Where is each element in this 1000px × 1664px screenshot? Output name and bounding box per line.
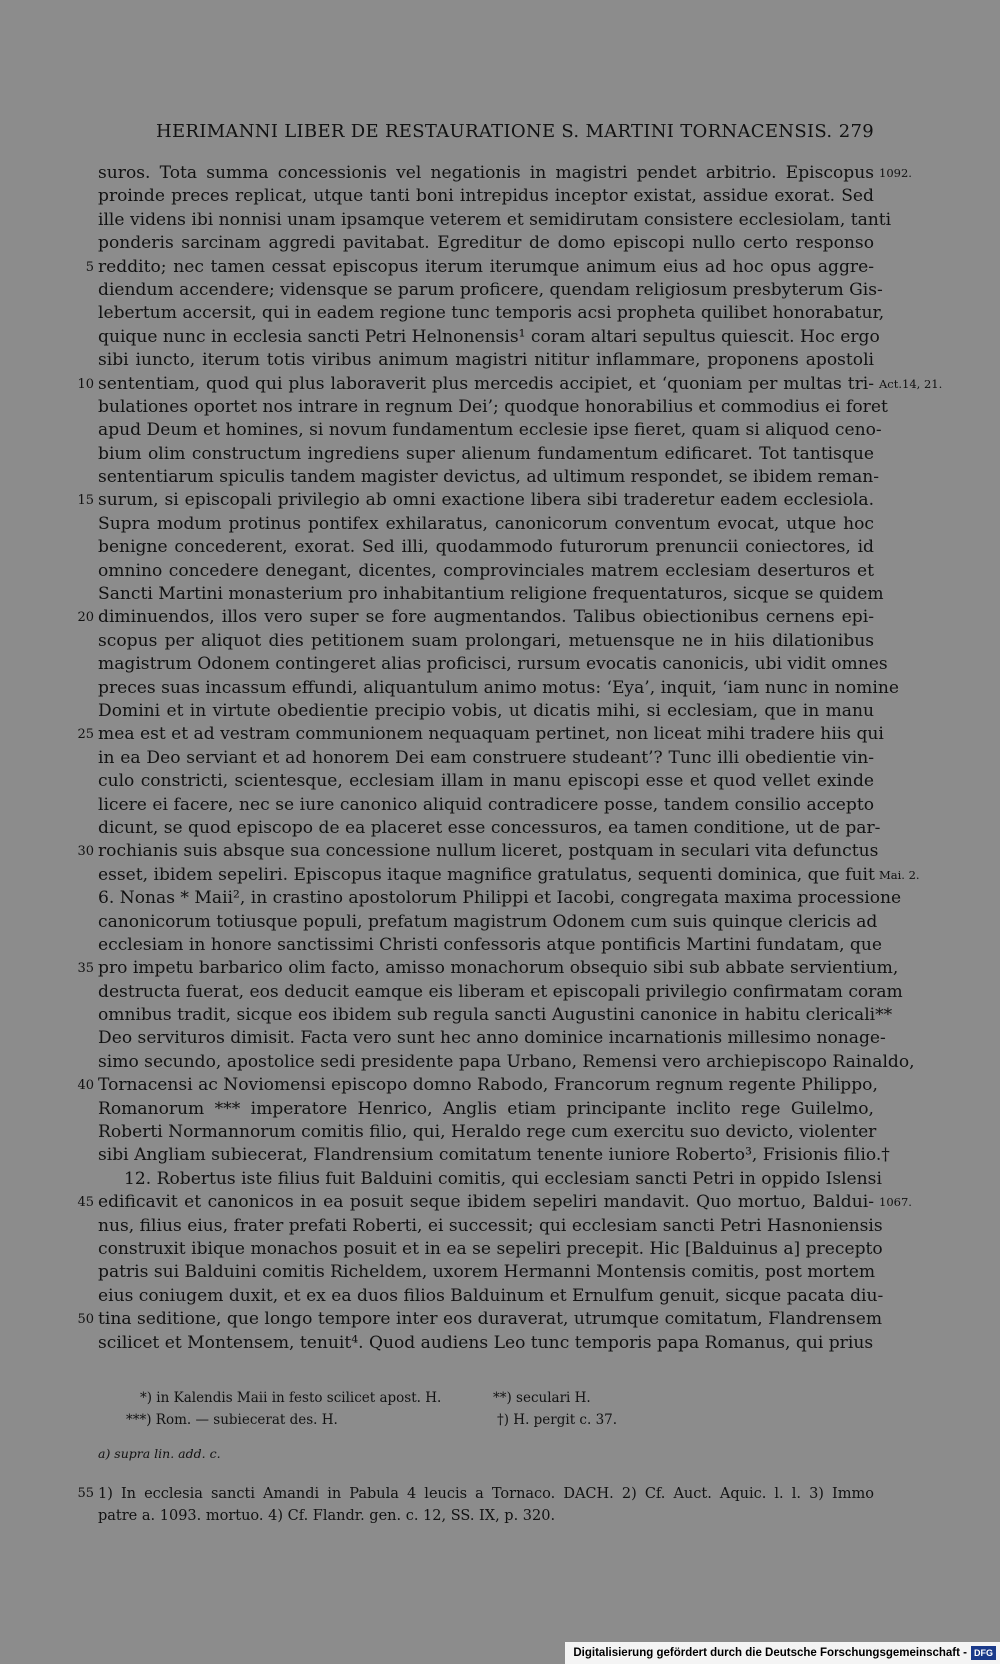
line-text: simo secundo, apostolice sedi presidente papa Urbano, Remensi vero archiepiscopo Rainaldo, xyxy=(98,1051,915,1072)
critical-apparatus xyxy=(98,1387,874,1431)
text-line xyxy=(98,747,874,770)
line-text: edificavit et canonicos in ea posuit seque ibidem sepeliri mandavit. Quo mortuo, Baldui- xyxy=(98,1192,874,1213)
text-line xyxy=(77,1074,878,1097)
line-text: in ea Deo serviant et ad honorem Dei eam construere studeant’? Tunc illi obedientie vin- xyxy=(98,747,874,768)
footnote-a: a) supra lin. add. c. xyxy=(98,1446,221,1461)
text-line xyxy=(98,162,912,185)
text-line xyxy=(77,840,879,863)
text-line xyxy=(77,723,884,746)
text-line xyxy=(98,700,874,723)
text-line xyxy=(98,1261,874,1284)
footnote-line xyxy=(98,1505,874,1527)
text-line xyxy=(98,1004,893,1027)
line-text: mea est et ad vestram communionem nequaquam pertinet, non liceat mihi tradere hiis qui xyxy=(98,724,884,745)
text-line xyxy=(98,1215,883,1238)
running-title: HERIMANNI LIBER DE RESTAURATIONE S. MARTINI TORNACENSIS. xyxy=(156,121,833,142)
line-text: Roberti Normannorum comitis filio, qui, Heraldo rege cum exercitu suo devicto, violenter xyxy=(98,1122,877,1143)
page-number: 279 xyxy=(838,121,874,142)
text-line xyxy=(77,957,899,980)
line-text: reddito; nec tamen cessat episcopus iterum iterumque animum eius ad hoc opus aggre- xyxy=(98,256,874,277)
line-text: pro impetu barbarico olim facto, amisso monachorum obsequio sibi sub abbate servientium, xyxy=(98,958,899,979)
line-text: nus, filius eius, frater prefati Roberti, ei successit; qui ecclesiam sancti Petri Hasnoniensis xyxy=(98,1215,883,1236)
text-line xyxy=(98,1144,890,1167)
margin-note: Mai. 2. xyxy=(879,867,920,882)
text-line xyxy=(98,1332,874,1355)
text-line xyxy=(98,817,881,840)
footer-credit[interactable] xyxy=(565,1642,1000,1664)
main-text xyxy=(77,162,943,1355)
line-number: 40 xyxy=(77,1078,94,1094)
text-line xyxy=(98,1238,883,1261)
line-text: licere ei facere, nec se iure canonico aliquid contradicere posse, tandem consilio accepto xyxy=(98,794,874,815)
text-line xyxy=(98,536,874,559)
text-line xyxy=(77,373,943,396)
text-line xyxy=(98,1098,874,1121)
line-text: magistrum Odonem contingeret alias proficisci, rursum evocatis canonicis, ubi vidit omnes xyxy=(98,654,888,675)
line-text: diminuendos, illos vero super se fore augmentandos. Talibus obiectionibus cernens epi- xyxy=(98,607,874,628)
text-line xyxy=(98,443,874,466)
line-text: preces suas incassum effundi, aliquantulum animo motus: ‘Eya’, inquit, ‘iam nunc in nomine xyxy=(98,677,899,698)
text-line xyxy=(98,770,874,793)
line-text: 12. Robertus iste filius fuit Balduini comitis, qui ecclesiam sancti Petri in oppido Islensi xyxy=(124,1168,882,1189)
line-text: patris sui Balduini comitis Richeldem, uxorem Hermanni Montensis comitis, post mortem xyxy=(98,1262,876,1283)
text-line xyxy=(98,981,903,1004)
text-line xyxy=(98,630,874,653)
footnote-line xyxy=(77,1483,874,1505)
text-line xyxy=(77,1308,883,1331)
line-number: 30 xyxy=(77,844,94,860)
line-number: 35 xyxy=(77,961,94,977)
footnote-star-4: †) H. pergit c. 37. xyxy=(497,1412,618,1428)
line-text: diendum accendere; vidensque se parum proficere, quendam religiosum presbyterum Gis- xyxy=(98,279,883,300)
text-line xyxy=(77,489,874,512)
line-number: 55 xyxy=(77,1486,94,1501)
footer-credit-text: Digitalisierung gefördert durch die Deutsche Forschungsgemeinschaft - xyxy=(573,1647,967,1659)
line-text: lebertum accersit, qui in eadem regione tunc temporis acsi propheta quilibet honorabatur, xyxy=(98,303,885,324)
text-line xyxy=(98,209,892,232)
line-text: surum, si episcopali privilegio ab omni exactione libera sibi traderetur eadem ecclesiola. xyxy=(98,490,874,511)
line-text: ecclesiam in honore sanctissimi Christi confessoris atque pontificis Martini fundatam, que xyxy=(98,934,883,955)
line-text: sententiam, quod qui plus laboraverit plus mercedis accipiet, et ‘quoniam per multas tri- xyxy=(98,373,874,394)
footnote-star-3: ***) Rom. — subiecerat des. H. xyxy=(126,1412,338,1428)
line-text: culo constricti, scientesque, ecclesiam illam in manu episcopi esse et quod vellet exinde xyxy=(98,771,874,792)
line-text: rochianis suis absque sua concessione nullum liceret, postquam in seculari vita defunctus xyxy=(98,841,879,862)
text-line xyxy=(98,934,883,957)
line-text: Supra modum protinus pontifex exhilaratus, canonicorum conventum evocat, utque hoc xyxy=(98,513,874,534)
line-text: omnino concedere denegant, dicentes, comprovinciales matrem ecclesiam deserturos et xyxy=(98,560,874,581)
text-line xyxy=(98,1285,884,1308)
line-text: tina seditione, que longo tempore inter eos duraverat, utrumque comitatum, Flandrensem xyxy=(98,1309,883,1330)
text-line xyxy=(98,911,878,934)
line-text: bulationes oportet nos intrare in regnum Dei’; quodque honorabilius et commodius ei foret xyxy=(98,396,888,417)
footnote-star-2: **) seculari H. xyxy=(493,1390,591,1406)
line-text: Romanorum *** imperatore Henrico, Anglis etiam principante inclito rege Guilelmo, xyxy=(98,1098,874,1119)
line-text: sibi Angliam subiecerat, Flandrensium comitatum tenente iuniore Roberto³, Frisionis filio.† xyxy=(98,1145,890,1166)
line-text: canonicorum totiusque populi, prefatum magistrum Odonem cum suis quinque clericis ad xyxy=(98,911,878,932)
line-text: ille videns ibi nonnisi unam ipsamque veterem et semidirutam consistere ecclesiolam, tanti xyxy=(98,209,892,230)
text-line xyxy=(98,349,874,372)
text-line xyxy=(98,864,920,887)
line-text: sibi iuncto, iterum totis viribus animum magistri nititur inflammare, proponens apostoli xyxy=(98,350,874,371)
text-line xyxy=(98,1027,886,1050)
line-text: 6. Nonas * Maii², in crastino apostolorum Philippi et Iacobi, congregata maxima processione xyxy=(98,888,902,909)
line-text: quique nunc in ecclesia sancti Petri Helnonensis¹ coram altari sepultus quiescit. Hoc ergo xyxy=(98,326,880,347)
line-number: 15 xyxy=(77,493,94,509)
line-text: scilicet et Montensem, tenuit⁴. Quod audiens Leo tunc temporis papa Romanus, qui prius xyxy=(98,1332,874,1353)
dfg-logo: DFG xyxy=(971,1646,996,1660)
line-text: benigne concederent, exorat. Sed illi, quodammodo futurorum prenuncii coniectores, id xyxy=(98,537,874,558)
line-text: Domini et in virtute obedientie precipio vobis, ut dicatis mihi, si ecclesiam, que in manu xyxy=(98,700,874,721)
line-text: suros. Tota summa concessionis vel negationis in magistri pendet arbitrio. Episcopus xyxy=(98,163,874,183)
line-text: construxit ibique monachos posuit et in ea se sepeliri precepit. Hic [Balduinus a] precepto xyxy=(98,1238,883,1259)
line-number: 50 xyxy=(77,1312,94,1328)
line-text: ponderis sarcinam aggredi pavitabat. Egreditur de domo episcopi nullo certo responso xyxy=(98,233,874,254)
text-line xyxy=(98,653,888,676)
line-number: 5 xyxy=(85,259,94,275)
text-line xyxy=(98,302,885,325)
line-number: 45 xyxy=(77,1195,94,1211)
text-line xyxy=(98,1051,915,1074)
margin-note: 1092. xyxy=(879,166,912,180)
line-text: destructa fuerat, eos deducit eamque eis liberam et episcopali privilegio confirmatam coram xyxy=(98,981,903,1002)
line-text: scopus per aliquot dies petitionem suam prolongari, metuensque ne in hiis dilationibus xyxy=(98,630,874,651)
text-line xyxy=(98,1168,882,1191)
line-number: 20 xyxy=(77,610,94,626)
line-text: sententiarum spiculis tandem magister devictus, ad ultimum respondet, se ibidem reman- xyxy=(98,467,880,488)
source-footnotes xyxy=(77,1483,874,1527)
text-line xyxy=(98,560,874,583)
line-text: Deo servituros dimisit. Facta vero sunt hec anno dominice incarnationis millesimo nonage- xyxy=(98,1028,886,1049)
footnote-star-1: *) in Kalendis Maii in festo scilicet apost. H. xyxy=(140,1390,442,1406)
text-line xyxy=(98,396,888,419)
line-text: bium olim constructum ingrediens super alienum fundamentum edificaret. Tot tantisque xyxy=(98,443,874,464)
text-line xyxy=(98,279,883,302)
text-line xyxy=(98,677,899,700)
text-line xyxy=(98,794,874,817)
text-line xyxy=(98,185,874,208)
margin-note: 1067. xyxy=(879,1195,912,1210)
text-line xyxy=(85,256,874,279)
line-text: proinde preces replicat, utque tanti boni intrepidus inceptor existat, assidue exorat. Sed xyxy=(98,186,874,207)
text-line xyxy=(77,1191,912,1214)
text-line xyxy=(98,513,874,536)
line-text: Sancti Martini monasterium pro inhabitantium religione frequentaturos, sicque se quidem xyxy=(98,584,884,605)
line-text: 1) In ecclesia sancti Amandi in Pabula 4 leucis a Tornaco. DACH. 2) Cf. Auct. Aquic. l. l. 3) Immo xyxy=(98,1486,874,1502)
line-text: omnibus tradit, sicque eos ibidem sub regula sancti Augustini canonice in habitu clericali** xyxy=(98,1005,893,1026)
line-text: esset, ibidem sepeliri. Episcopus itaque magnifice gratulatus, sequenti dominica, que fuit xyxy=(98,864,875,885)
margin-note: Act.14, 21. xyxy=(879,376,943,391)
line-text: eius coniugem duxit, et ex ea duos filios Balduinum et Ernulfum genuit, sicque pacata diu- xyxy=(98,1285,884,1306)
text-line xyxy=(98,326,880,349)
text-line xyxy=(98,419,882,442)
line-number: 25 xyxy=(77,727,94,743)
line-text: patre a. 1093. mortuo. 4) Cf. Flandr. gen. c. 12, SS. IX, p. 320. xyxy=(98,1508,556,1524)
text-line xyxy=(77,606,874,629)
line-number: 10 xyxy=(77,376,94,392)
text-line xyxy=(98,1121,877,1144)
text-line xyxy=(98,583,884,606)
line-text: dicunt, se quod episcopo de ea placeret esse concessuros, ea tamen conditione, ut de par- xyxy=(98,817,881,838)
text-line xyxy=(98,466,880,489)
text-line xyxy=(98,887,902,910)
line-text: apud Deum et homines, si novum fundamentum ecclesie ipse fieret, quam si aliquod ceno- xyxy=(98,420,882,441)
text-line xyxy=(98,232,874,255)
line-text: Tornacensi ac Noviomensi episcopo domno Rabodo, Francorum regnum regente Philippo, xyxy=(98,1075,878,1096)
